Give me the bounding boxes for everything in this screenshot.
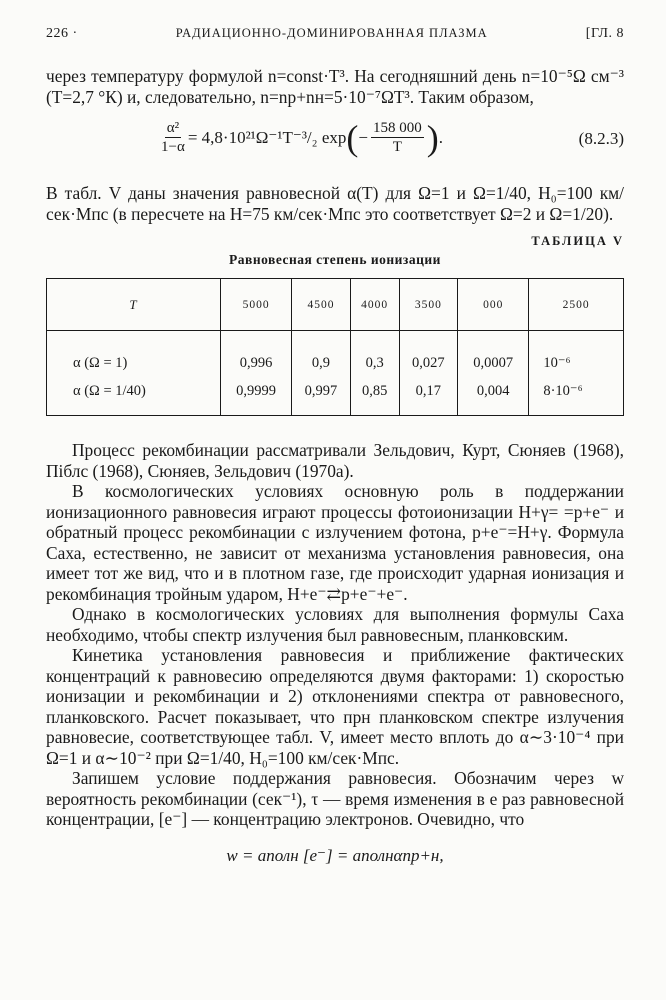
- table-cell: α (Ω = 1): [47, 331, 221, 378]
- table-header-cell: 2500: [529, 279, 624, 331]
- paragraph-2: В табл. V даны значения равновесной α(T) для Ω=1 и Ω=1/40, H₀=100 км/сек·Мпс (в пересчете на H=75 км/сек·Мпс это соответствует Ω=2 и Ω=1/20).: [46, 183, 624, 224]
- page: [46, 26, 624, 866]
- table-header-cell: 000: [458, 279, 529, 331]
- table-cell: 0,3: [350, 331, 399, 378]
- right-paren: ): [426, 117, 439, 158]
- table-cell: 0,9: [292, 331, 351, 378]
- paragraph-6: Кинетика установления равновесия и приближение фактических концентраций к равновесию определяются двумя факторами: 1) скоростью ионизации и рекомбинации и 2) отклонениями спектра от равновесного, планковского. Расчет показывает, что прн планковском спектре излучения равновесие, соответствующее табл. V, имеет место вплоть до α∼3·10⁻⁴ при Ω=1 и α∼10⁻² при Ω=1/40, H₀=100 км/сек·Мпс.: [46, 645, 624, 768]
- ionization-table: [46, 278, 624, 416]
- table-cell: α (Ω = 1/40): [47, 377, 221, 416]
- equation-number: (8.2.3): [578, 129, 624, 148]
- formula-8-2-3: [46, 115, 624, 171]
- table-cell: 10⁻⁶: [529, 331, 624, 378]
- table-cell: 0,9999: [221, 377, 292, 416]
- fraction-exponent: [371, 119, 424, 156]
- fraction-denominator: 1−α: [161, 139, 185, 155]
- exponent-numerator: 158 000: [372, 120, 422, 136]
- table-cell: 0,0007: [458, 331, 529, 378]
- table-cell: 0,004: [458, 377, 529, 416]
- table-cell: 0,996: [221, 331, 292, 378]
- table-row: [47, 331, 624, 378]
- table-cell: 0,85: [350, 377, 399, 416]
- fraction-alpha: [161, 119, 185, 156]
- table-label: ТАБЛИЦА V: [531, 234, 624, 248]
- table-caption: Равновесная степень ионизации: [229, 252, 441, 267]
- table-cell: 0,17: [399, 377, 458, 416]
- fraction-numerator: α²: [166, 120, 180, 136]
- table-header-cell: 4500: [292, 279, 351, 331]
- page-number: 226: [46, 26, 69, 41]
- table-row: [47, 377, 624, 416]
- chapter-label: [ГЛ. 8: [585, 26, 624, 41]
- header-left: [46, 26, 78, 42]
- header-dot: ·: [72, 26, 78, 41]
- left-paren: (: [346, 117, 359, 158]
- paragraph-5: Однако в космологических условиях для выполнения формулы Саха необходимо, чтобы спектр излучения был равновесным, планковским.: [46, 604, 624, 645]
- table-header-cell: 4000: [350, 279, 399, 331]
- formula-expression: [158, 119, 443, 156]
- formula-middle: = 4,8·10²¹Ω⁻¹T⁻³/₂ exp: [187, 127, 347, 147]
- table-cell: 8·10⁻⁶: [529, 377, 624, 416]
- running-title: РАДИАЦИОННО-ДОМИНИРОВАННАЯ ПЛАЗМА: [175, 26, 488, 40]
- exponent-denominator: T: [392, 139, 402, 155]
- formula-minus: −: [358, 127, 368, 147]
- formula-tail: .: [438, 127, 443, 147]
- table-cell: 0,027: [399, 331, 458, 378]
- table-header-cell: T: [47, 279, 221, 331]
- table-header-cell: 5000: [221, 279, 292, 331]
- table-cell: 0,997: [292, 377, 351, 416]
- paragraph-4: В космологических условиях основную роль в поддержании ионизационного равновесия играют процессы фотоионизации H+γ= =p+e⁻ и обратный процесс рекомбинации с излучением фотона, p+e⁻=H+γ. Формула Саха, естественно, не зависит от механизма установления равновесия, она имеет тот же вид, что и в плотном газе, где происходит ударная ионизация и рекомбинация тройным ударом, H+e⁻⇄p+e⁻+e⁻.: [46, 481, 624, 604]
- paragraph-1: через температуру формулой n=const·T³. На сегодняшний день n=10⁻⁵Ω см⁻³ (T=2,7 °К) и, следовательно, n=nр+nн=5·10⁻⁷ΩT³. Таким образом,: [46, 66, 624, 107]
- paragraph-3: Процесс рекомбинации рассматривали Зельдович, Курт, Сюняев (1968), Піблс (1968), Сюняев, Зельдович (1970a).: [46, 440, 624, 481]
- table-header-cell: 3500: [399, 279, 458, 331]
- paragraph-7: Запишем условие поддержания равновесия. Обозначим через w вероятность рекомбинации (сек⁻¹), τ — время изменения в e раз равновесной концентрации, [e⁻] — концентрацию электронов. Очевидно, что: [46, 768, 624, 829]
- formula-recombination: w = aполн [e⁻] = aполнαnр+н,: [226, 845, 444, 865]
- table-header-row: [47, 279, 624, 331]
- running-header: [46, 26, 624, 48]
